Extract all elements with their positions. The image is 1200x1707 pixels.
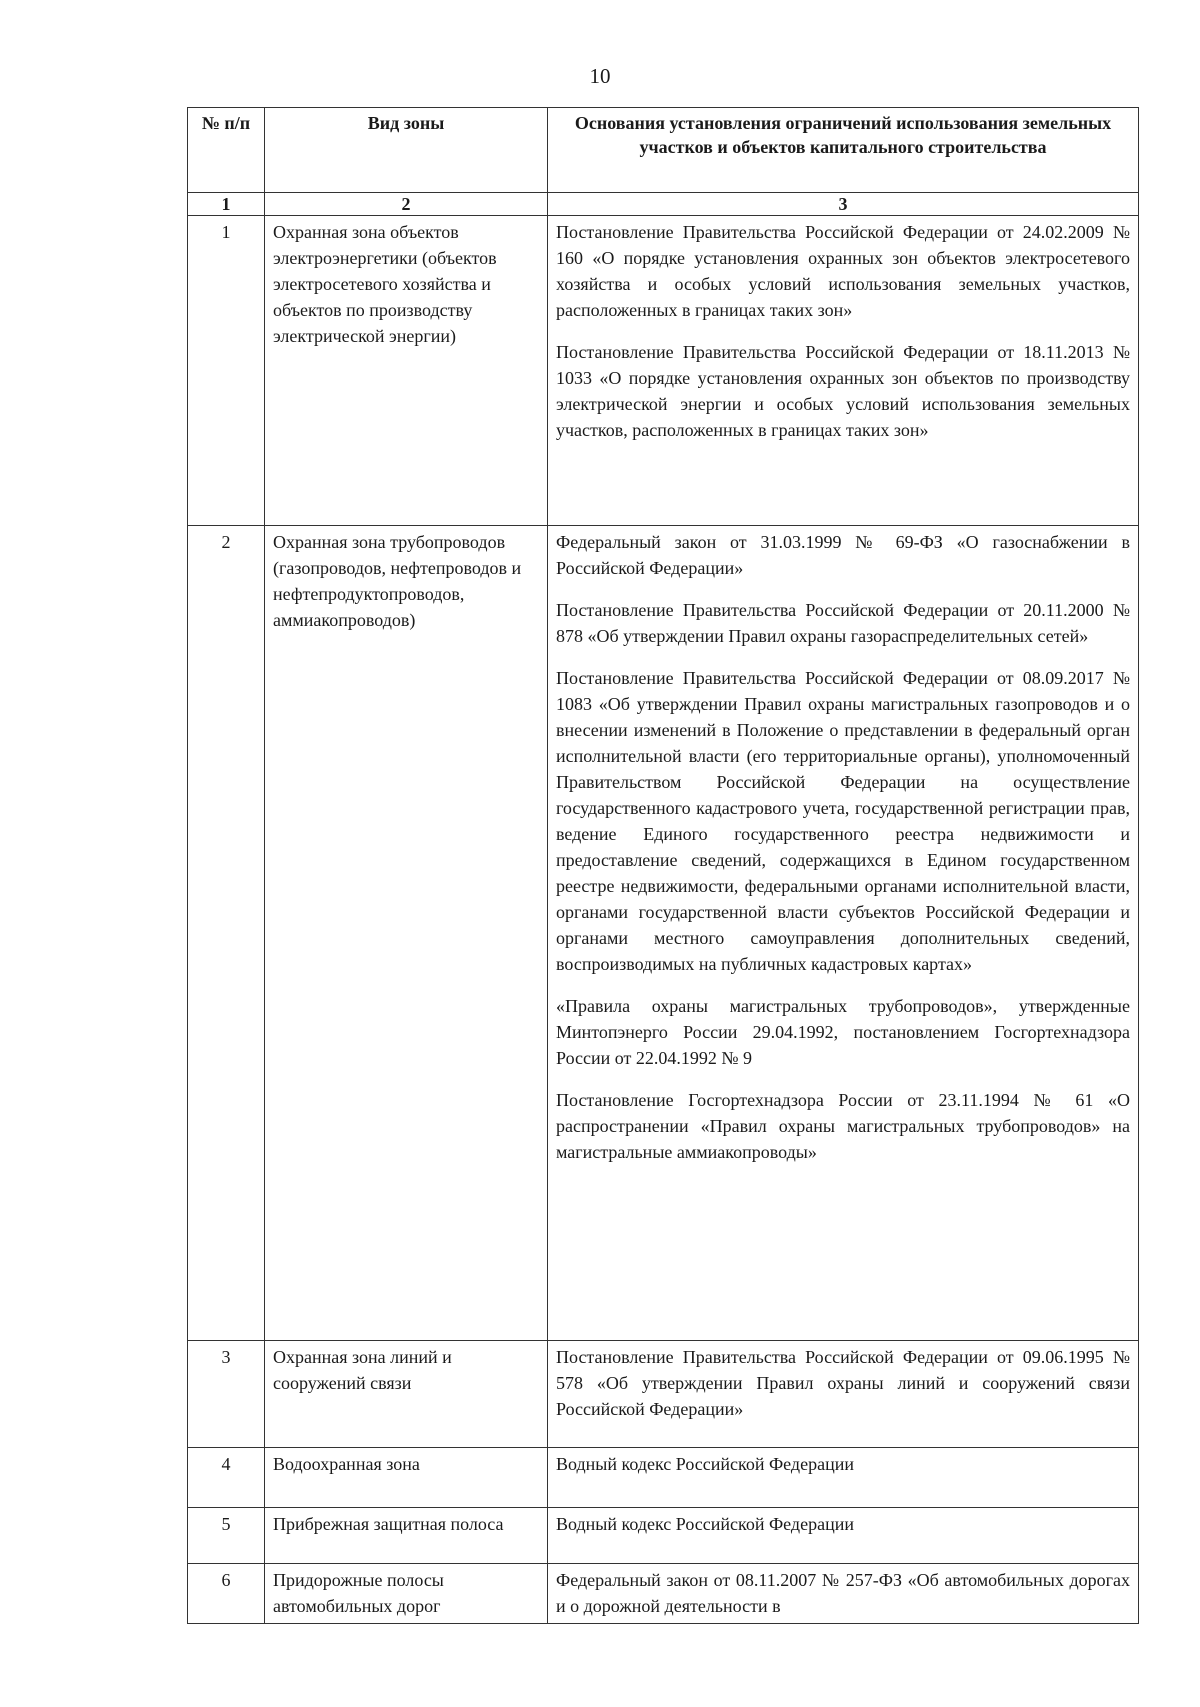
basis-paragraph: Водный кодекс Российской Федерации: [556, 1514, 854, 1534]
row-number: 5: [188, 1508, 265, 1564]
row-number: 4: [188, 1448, 265, 1508]
column-numbers-row: [188, 193, 1139, 216]
column-number: 2: [265, 193, 548, 216]
row-number: 6: [188, 1564, 265, 1624]
zone-type: Охранная зона объектов электроэнергетики (объектов электросетевого хозяйства и объектов по производству электрической энергии): [265, 216, 548, 526]
column-number: 1: [188, 193, 265, 216]
basis-paragraph: Постановление Правительства Российской Федерации от 08.09.2017 № 1083 «Об утверждении Правил охраны магистральных газопроводов и о внесении изменений в Положение о представлении в федеральный орган исполнительной власти (его территориальные органы), уполномоченный Правительством Российской Федерации на осуществление государственного кадастрового учета, государственной регистрации прав, ведение Единого государственного реестра недвижимости и предоставление сведений, содержащихся в Едином государственном реестре недвижимости, федеральными органами исполнительной власти, органами государственной власти субъектов Российской Федерации и органами местного самоуправления дополнительных сведений, воспроизводимых на публичных кадастровых картах»: [556, 668, 1130, 974]
zone-type: Охранная зона линий и сооружений связи: [265, 1341, 548, 1448]
basis-cell: [548, 526, 1139, 1341]
row-number: 1: [188, 216, 265, 526]
zone-type: Водоохранная зона: [265, 1448, 548, 1508]
page-number: 10: [589, 64, 611, 88]
basis-cell: [548, 1564, 1139, 1624]
table-header-row: [188, 108, 1139, 193]
zone-type: Прибрежная защитная полоса: [265, 1508, 548, 1564]
table-row: [188, 1508, 1139, 1564]
basis-paragraph: «Правила охраны магистральных трубопроводов», утвержденные Минтопэнерго России 29.04.1992, постановлением Госгортехнадзора России от 22.04.1992 № 9: [556, 996, 1130, 1068]
basis-cell: [548, 1508, 1139, 1564]
basis-paragraph: Федеральный закон от 08.11.2007 № 257-ФЗ «Об автомобильных дорогах и о дорожной деятельности в: [556, 1570, 1130, 1616]
basis-paragraph: Постановление Правительства Российской Федерации от 20.11.2000 № 878 «Об утверждении Правил охраны газораспределительных сетей»: [556, 600, 1130, 646]
header-zone-type: Вид зоны: [265, 108, 548, 193]
table-row: [188, 1564, 1139, 1624]
basis-cell: [548, 216, 1139, 526]
basis-paragraph: Постановление Правительства Российской Федерации от 09.06.1995 № 578 «Об утверждении Правил охраны линий и сооружений связи Российской Федерации»: [556, 1347, 1130, 1419]
table-row: [188, 526, 1139, 1341]
table-row: [188, 1448, 1139, 1508]
zone-type: Придорожные полосы автомобильных дорог: [265, 1564, 548, 1624]
basis-cell: [548, 1448, 1139, 1508]
header-number: № п/п: [188, 108, 265, 193]
zones-table: [187, 107, 1139, 1624]
basis-paragraph: Постановление Правительства Российской Федерации от 24.02.2009 № 160 «О порядке установления охранных зон объектов электросетевого хозяйства и особых условий использования земельных участков, расположенных в границах таких зон»: [556, 222, 1130, 320]
basis-paragraph: Водный кодекс Российской Федерации: [556, 1454, 854, 1474]
header-basis: Основания установления ограничений использования земельных участков и объектов капитального строительства: [548, 108, 1139, 193]
row-number: 3: [188, 1341, 265, 1448]
basis-paragraph: Федеральный закон от 31.03.1999 № 69-ФЗ «О газоснабжении в Российской Федерации»: [556, 532, 1130, 578]
zone-type: Охранная зона трубопроводов (газопроводов, нефтепроводов и нефтепродуктопроводов, аммиакопроводов): [265, 526, 548, 1341]
table-row: [188, 1341, 1139, 1448]
table-row: [188, 216, 1139, 526]
basis-paragraph: Постановление Правительства Российской Федерации от 18.11.2013 № 1033 «О порядке установления охранных зон объектов по производству электрической энергии и особых условий использования земельных участков, расположенных в границах таких зон»: [556, 342, 1130, 440]
basis-paragraph: Постановление Госгортехнадзора России от 23.11.1994 № 61 «О распространении «Правил охраны магистральных трубопроводов» на магистральные аммиакопроводы»: [556, 1090, 1130, 1162]
column-number: 3: [548, 193, 1139, 216]
row-number: 2: [188, 526, 265, 1341]
basis-cell: [548, 1341, 1139, 1448]
